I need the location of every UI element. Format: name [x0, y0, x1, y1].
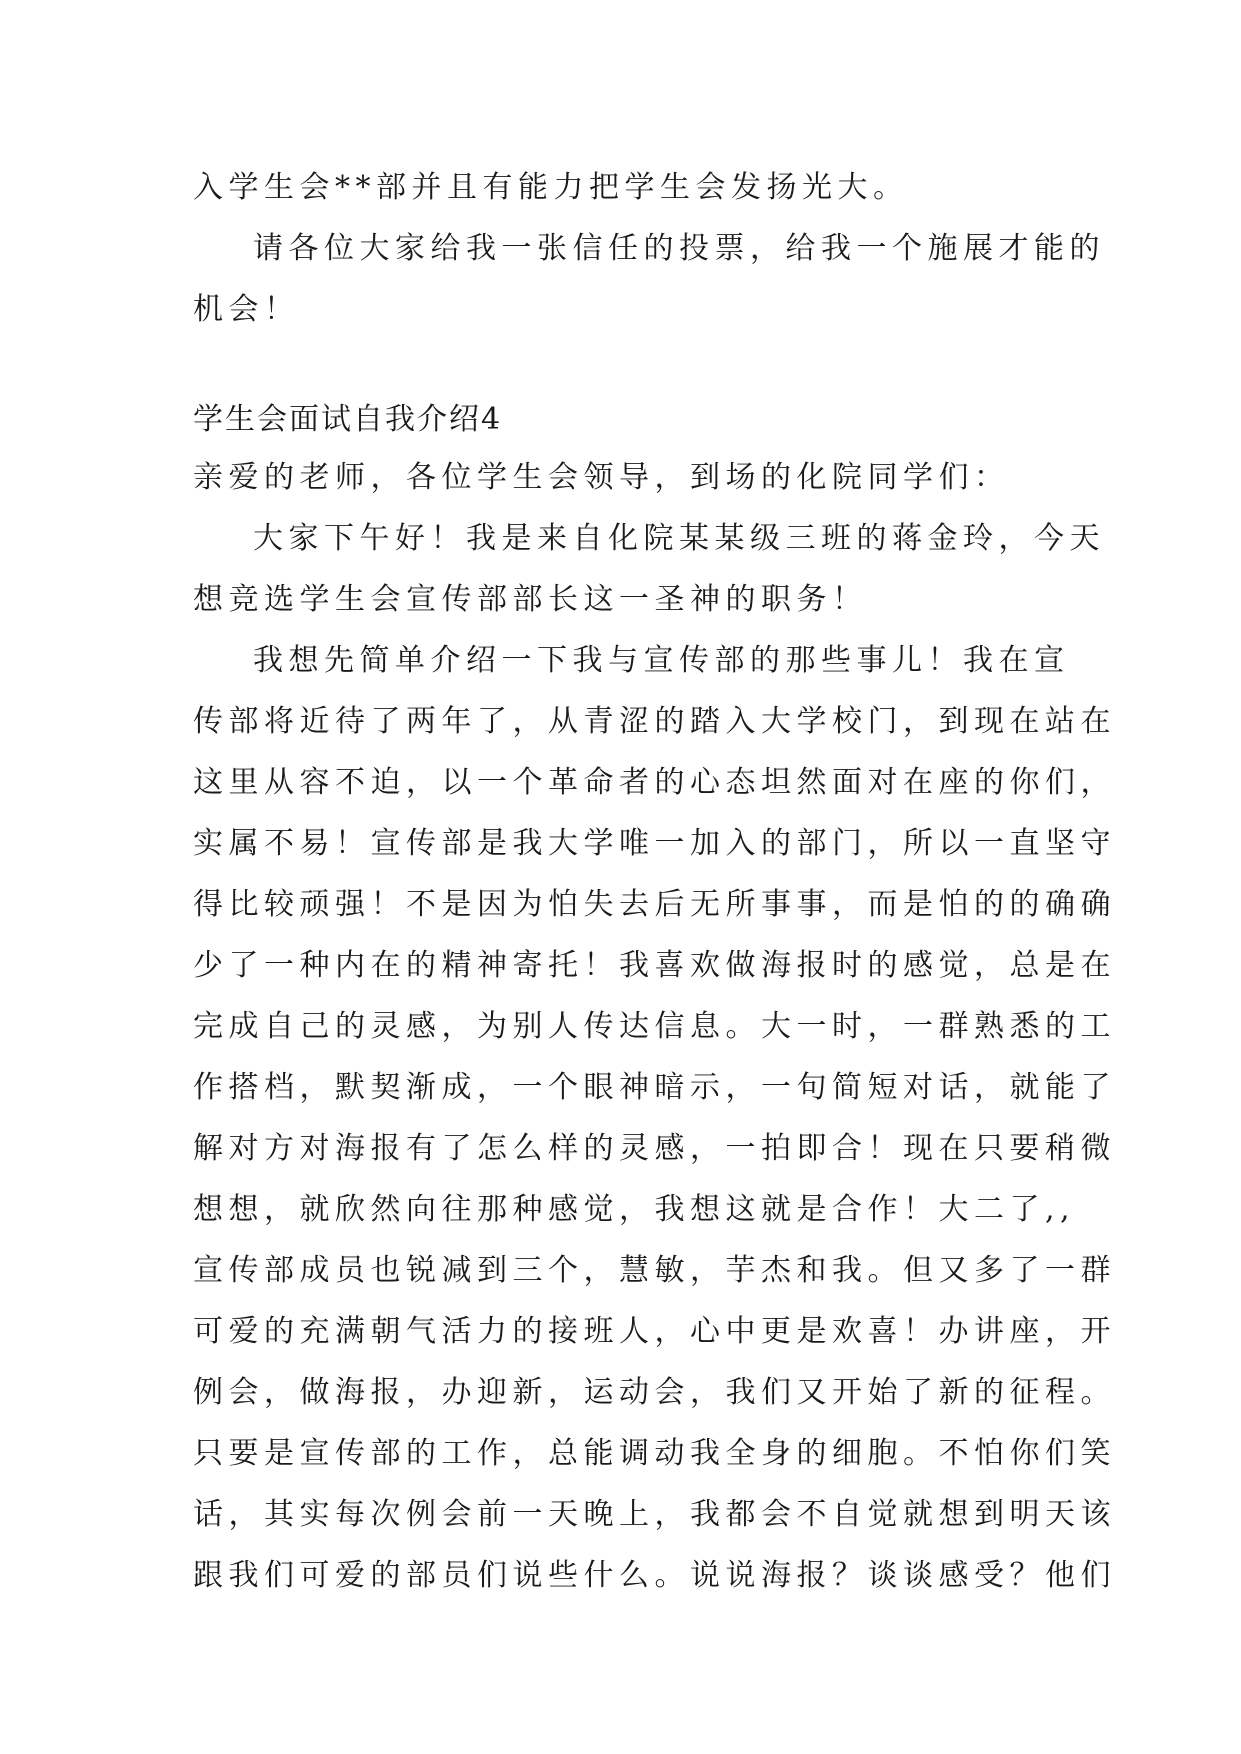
paragraph-line: 少了一种内在的精神寄托！我喜欢做海报时的感觉，总是在 — [193, 948, 1116, 983]
paragraph-line: 入学生会**部并且有能力把学生会发扬光大。 — [193, 170, 909, 205]
paragraph-line: 例会，做海报，办迎新，运动会，我们又开始了新的征程。 — [193, 1375, 1116, 1410]
paragraph-line: 作搭档，默契渐成，一个眼神暗示，一句简短对话，就能了 — [193, 1070, 1116, 1105]
paragraph-line: 只要是宣传部的工作，总能调动我全身的细胞。不怕你们笑 — [193, 1436, 1116, 1471]
paragraph-line: 实属不易！宣传部是我大学唯一加入的部门，所以一直坚守 — [193, 826, 1116, 861]
paragraph-line: 跟我们可爱的部员们说些什么。说说海报？谈谈感受？他们 — [193, 1558, 1116, 1593]
paragraph-line: 请各位大家给我一张信任的投票，给我一个施展才能的 — [253, 231, 1105, 266]
paragraph-line: 大家下午好！我是来自化院某某级三班的蒋金玲，今天 — [253, 521, 1105, 556]
paragraph-line: 话，其实每次例会前一天晚上，我都会不自觉就想到明天该 — [193, 1497, 1116, 1532]
paragraph-line: 完成自己的灵感，为别人传达信息。大一时，一群熟悉的工 — [193, 1009, 1116, 1044]
paragraph-line: 机会！ — [193, 292, 300, 327]
paragraph-line: 这里从容不迫，以一个革命者的心态坦然面对在座的你们， — [193, 765, 1116, 800]
paragraph-line: 传部将近待了两年了，从青涩的踏入大学校门，到现在站在 — [193, 704, 1116, 739]
paragraph-line: 解对方对海报有了怎么样的灵感，一拍即合！现在只要稍微 — [193, 1131, 1116, 1166]
paragraph-line: 得比较顽强！不是因为怕失去后无所事事，而是怕的的确确 — [193, 887, 1116, 922]
paragraph-line: 可爱的充满朝气活力的接班人，心中更是欢喜！办讲座，开 — [193, 1314, 1116, 1349]
paragraph-line: 想想，就欣然向往那种感觉，我想这就是合作！大二了,, — [193, 1192, 1076, 1227]
paragraph-line: 想竞选学生会宣传部部长这一圣神的职务！ — [193, 582, 868, 617]
paragraph-line: 宣传部成员也锐减到三个，慧敏，芋杰和我。但又多了一群 — [193, 1253, 1116, 1288]
salutation: 亲爱的老师，各位学生会领导，到场的化院同学们： — [193, 460, 1010, 495]
section-heading: 学生会面试自我介绍4 — [193, 402, 503, 437]
paragraph-line: 我想先简单介绍一下我与宣传部的那些事儿！我在宣 — [253, 643, 1070, 678]
